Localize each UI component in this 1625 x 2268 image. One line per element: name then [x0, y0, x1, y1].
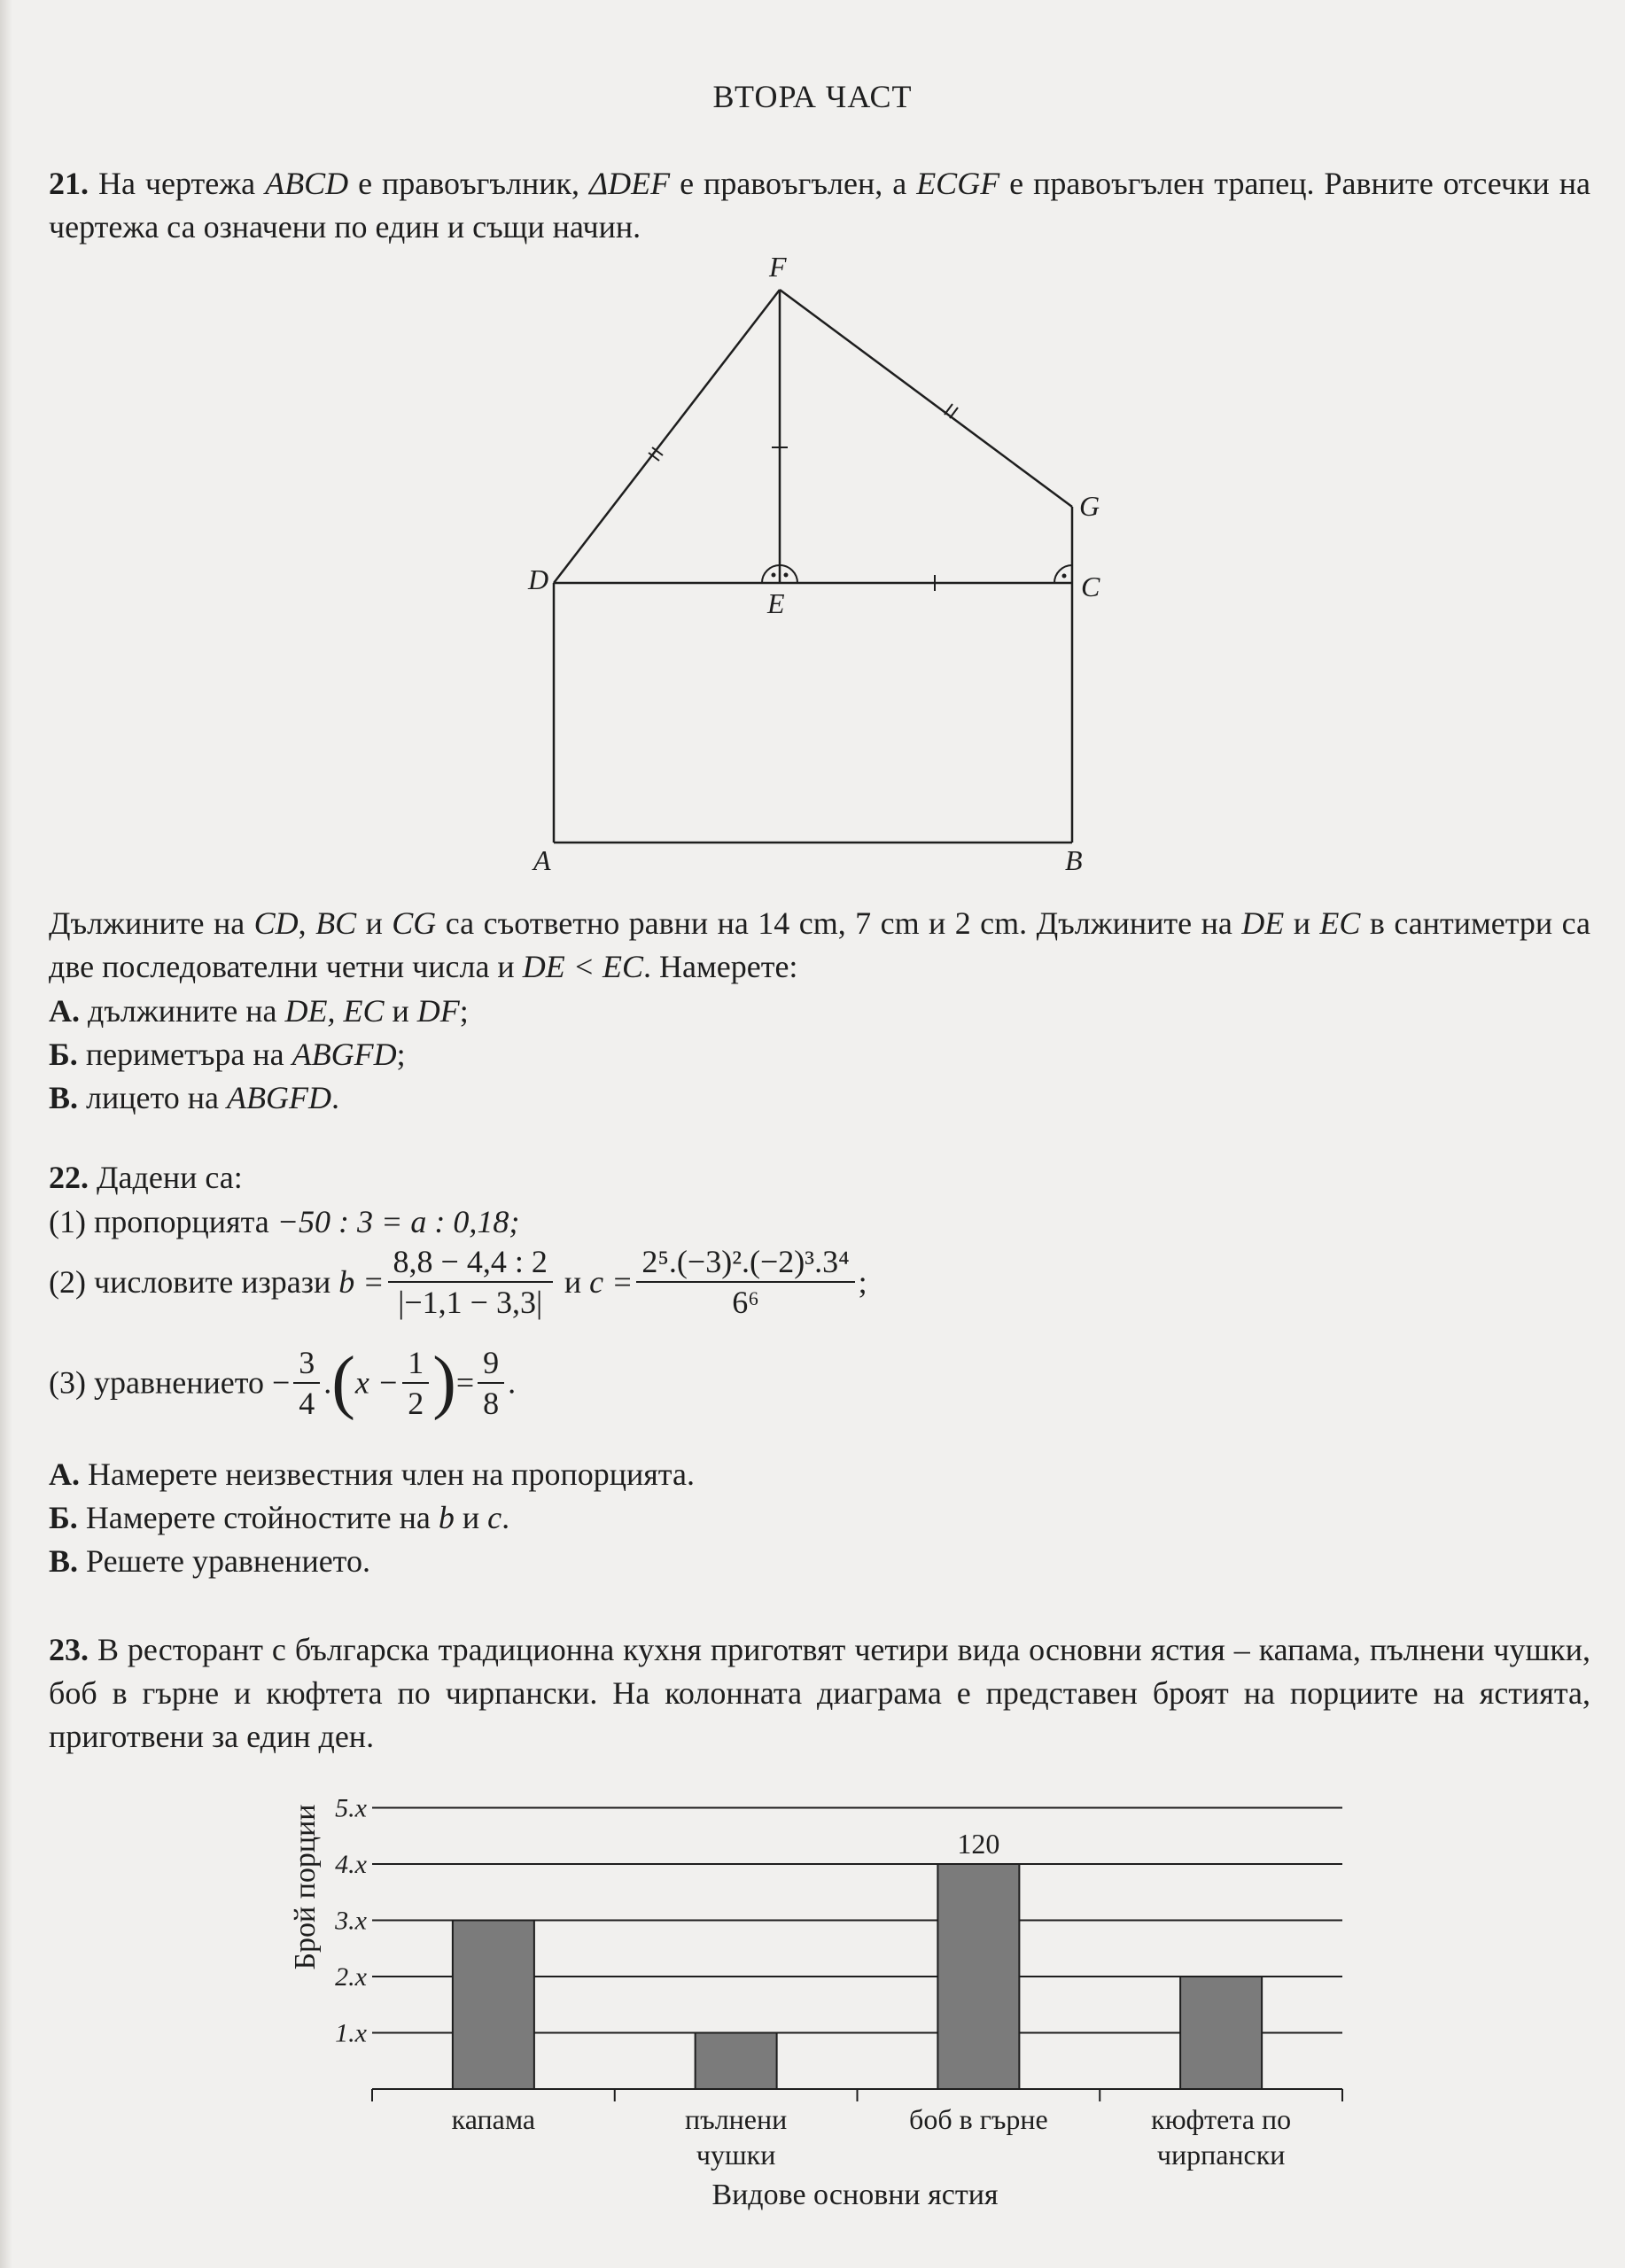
variable-b: b: [438, 1500, 455, 1535]
eq-fraction-1: [293, 1343, 320, 1423]
chart-bar: [937, 1864, 1019, 2089]
proportion-formula: −50 : 3 = a : 0,18;: [276, 1204, 520, 1239]
b-fraction: [388, 1242, 553, 1322]
part-text: дължините на: [80, 993, 285, 1029]
problem-21-text: и: [356, 905, 393, 941]
c-fraction: [636, 1242, 854, 1322]
chart-y-tick-label: 4.x: [335, 1850, 367, 1879]
conjunction: и: [556, 1264, 590, 1300]
inequality: DE < EC: [522, 949, 643, 984]
page-edge-shadow: [0, 0, 12, 2268]
geometry-figure: [496, 257, 1134, 895]
problem-21-text: Дължините на: [49, 905, 254, 941]
segment-name: CD: [253, 905, 299, 941]
eq-numerator: 1: [408, 1344, 424, 1380]
problem-21-text: . Намерете:: [643, 949, 798, 984]
chart-y-tick-label: 2.x: [335, 1962, 367, 1992]
part-text: периметъра на: [77, 1037, 292, 1072]
line-prefix: (3) уравнението: [49, 1364, 272, 1401]
part-text: ;: [396, 1037, 406, 1072]
segment-df: [554, 290, 780, 583]
problem-21-text: е правоъгълен, а: [670, 166, 917, 201]
problem-21-part-b: [49, 1033, 406, 1076]
eq-fraction-3: [478, 1343, 504, 1423]
label-e: E: [767, 587, 785, 619]
eq-dot: .: [323, 1364, 332, 1401]
label-f: F: [769, 257, 787, 283]
line-prefix: (2) числовите изрази: [49, 1264, 339, 1300]
problem-22-text: Дадени са:: [89, 1160, 243, 1195]
eq-denominator: 8: [478, 1382, 504, 1423]
eq-minus: −: [271, 1364, 291, 1401]
b-denominator: |−1,1 − 3,3|: [388, 1281, 553, 1322]
rect-name: ABCD: [265, 166, 349, 201]
problem-22-number: 22.: [49, 1160, 89, 1195]
variable-c: c: [487, 1500, 502, 1535]
line-prefix: (1) пропорцията: [49, 1204, 277, 1239]
part-label: Б.: [49, 1037, 78, 1072]
segment-name: DE: [1241, 905, 1285, 941]
right-angle-dot: [1062, 574, 1067, 579]
chart-bar: [696, 2033, 777, 2090]
label-d: D: [528, 563, 549, 595]
line-end: ;: [858, 1264, 867, 1300]
figure-name: ABGFD: [292, 1037, 397, 1072]
eq-variable: x −: [354, 1364, 400, 1401]
eq-paren-open: (: [331, 1343, 355, 1421]
problem-23-number: 23.: [49, 1632, 89, 1667]
problem-21-text: е правоъгълник,: [348, 166, 589, 201]
eq-numerator: 9: [483, 1344, 500, 1380]
chart-category-label: капама: [451, 2103, 536, 2135]
chart-category-label: кюфтета по: [1151, 2103, 1292, 2135]
segment-name: BC: [315, 905, 357, 941]
problem-23-text: В ресторант с българска традиционна кухня приготвят четири вида основни ястия – капама, пълнени чушки, боб в гърне и кюфтета по чирпански. На колонната диаграма е представен броят на порциите на ястията, приготвени за един ден.: [49, 1632, 1590, 1754]
eq-paren-close: ): [432, 1343, 456, 1421]
chart-bar: [453, 1921, 534, 2090]
problem-21-text: ,: [298, 905, 316, 941]
section-header: ВТОРА ЧАСТ: [712, 79, 913, 114]
problem-21-conditions: [49, 902, 1590, 989]
label-a: A: [533, 844, 551, 876]
problem-22-part-c: [49, 1540, 370, 1583]
problem-21-number: 21.: [49, 166, 89, 201]
problem-23-statement: [49, 1628, 1590, 1759]
part-text: лицето на: [78, 1080, 227, 1115]
problem-21-statement: [49, 162, 1590, 249]
part-label: А.: [49, 1456, 80, 1492]
problem-21-text: са съответно равни на 14 cm, 7 cm и 2 cm. Дължините на: [436, 905, 1242, 941]
triangle-name: ΔDEF: [589, 166, 671, 201]
part-text: .: [330, 1080, 339, 1115]
tick-fg-1: [945, 404, 952, 415]
b-variable: b =: [338, 1264, 385, 1300]
problem-22-intro: [49, 1156, 243, 1200]
problem-22-part-b: [49, 1496, 509, 1540]
line-end: .: [508, 1364, 517, 1401]
part-text: и: [454, 1500, 488, 1535]
part-text: Решете уравнението.: [78, 1543, 370, 1579]
label-b: B: [1065, 844, 1083, 876]
right-angle-dot: [784, 573, 789, 578]
c-variable: c =: [589, 1264, 634, 1300]
problem-22-part-a: [49, 1453, 695, 1496]
right-angle-dot: [772, 573, 776, 578]
label-c: C: [1081, 571, 1100, 602]
part-label: В.: [49, 1080, 79, 1115]
part-text: ;: [459, 993, 469, 1029]
chart-category-label: боб в гърне: [909, 2103, 1048, 2135]
chart-category-label: чирпански: [1156, 2139, 1286, 2171]
chart-y-tick-label: 1.x: [335, 2018, 367, 2048]
problem-21-text: в сантиметри са две последователни четни числа и: [49, 905, 1591, 984]
chart-data-label: 120: [957, 1828, 1000, 1860]
part-text: Намерете неизвестния член на пропорцията.: [80, 1456, 695, 1492]
segment-name: EC: [1319, 905, 1361, 941]
tick-fg-2: [950, 408, 958, 418]
segment-fg: [780, 290, 1072, 507]
chart-y-tick-label: 5.x: [335, 1793, 367, 1823]
expressions-line: [49, 1242, 867, 1322]
eq-numerator: 3: [299, 1344, 315, 1380]
segment-names: DE, EC: [284, 993, 385, 1029]
chart-x-axis-title: Видове основни ястия: [711, 2179, 999, 2211]
chart-category-label: пълнени: [685, 2103, 788, 2135]
part-label: Б.: [49, 1500, 78, 1535]
part-text: Намерете стойностите на: [77, 1500, 439, 1535]
segment-name: CG: [392, 905, 437, 941]
eq-denominator: 4: [293, 1382, 320, 1423]
part-text: и: [384, 993, 417, 1029]
c-denominator: 6⁶: [636, 1281, 854, 1322]
part-label: А.: [49, 993, 80, 1029]
part-text: .: [501, 1500, 510, 1535]
eq-denominator: 2: [402, 1382, 429, 1423]
b-numerator: 8,8 − 4,4 : 2: [393, 1244, 548, 1279]
part-label: В.: [49, 1543, 79, 1579]
problem-21-text: е правоъгълен трапец. Равните отсечки на чертежа са означени по един и същи начин.: [49, 166, 1590, 245]
figure-name: ABGFD: [227, 1080, 331, 1115]
chart-category-label: чушки: [696, 2139, 776, 2171]
chart-y-tick-label: 3.x: [335, 1906, 367, 1936]
problem-21-text: На чертежа: [89, 166, 266, 201]
trapezoid-name: ECGF: [916, 166, 1000, 201]
chart-y-axis-title: Брой порции: [289, 1804, 322, 1970]
c-numerator: 2⁵.(−3)².(−2)³.3⁴: [641, 1244, 850, 1279]
problem-21-part-c: [49, 1076, 339, 1120]
problem-21-part-a: [49, 990, 469, 1033]
segment-name: DF: [416, 993, 460, 1029]
chart-bar: [1180, 1977, 1262, 2089]
eq-fraction-2: [402, 1343, 429, 1423]
problem-21-text: и: [1284, 905, 1320, 941]
label-g: G: [1079, 490, 1100, 522]
equation-line: [49, 1342, 516, 1423]
proportion-line: [49, 1200, 519, 1244]
eq-equals: =: [455, 1364, 475, 1401]
